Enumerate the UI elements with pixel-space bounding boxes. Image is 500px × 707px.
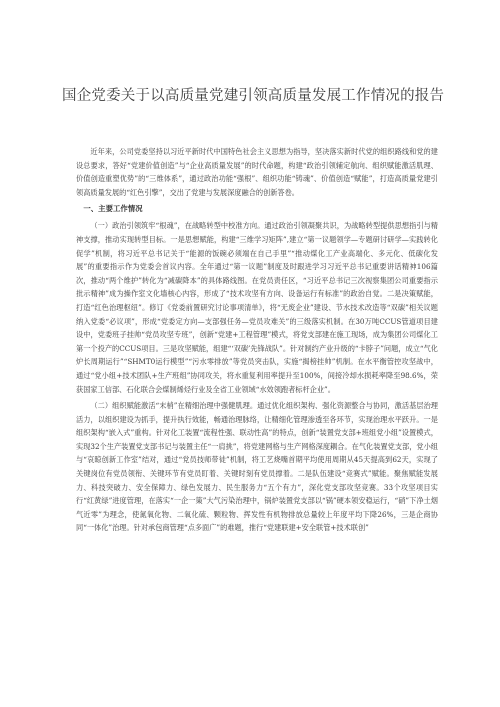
document-body bbox=[76, 145, 438, 538]
document-title: 国企党委关于以高质量党建引领高质量发展工作情况的报告 bbox=[62, 87, 445, 104]
body-paragraph: （二）组织赋能激活“末梢”在精细治理中强健肌理。通过优化组织架构、强化资源整合与协同，激活基层治理活力，以组织建设为抓手，提升执行效能，畅通治理脉络，让精细化管理渗透至各环节，实现治理水平跃升。一是组织架构“嵌入式”重构。针对化工装置“流程性强、联动性高”的特点，创新“装置党支部+班组党小组”设置模式，实现32个生产装置党支部书记与装置主任“一肩挑”，将党建网格与生产网格深度耦合。在气化装置党支部，党小组与“哀晾创新工作室”结对，通过“党员技师带徒”机制，将工艺烧嘴首期平均使用周期从45天提高到62天，实现了关键岗位有党员领衔、关键环节有党员盯着、关键时刻有党员撑着。二是队伍建设“竞赛式”赋能。聚焦赋能发展力、科技突破力、安全保障力、绿色发展力、民生服务力“五个有力”，深化党支部攻坚竞赛。33个攻坚项目实行“红黄绿”进度管理，在落实“一企一策”大气污染治理中，锅炉装置党支部以“锅”硬本领安稳运行，“硝”下净土烟气近零”为理念，使氮氧化物、二氧化硫、颗粒物、挥发性有机物排放总量较上年度平均下降26%，三是企商协同“一体化”治理。针对承包商管理“点多面广”的难题，推行“党建联建+安全联管+技术联创” bbox=[76, 401, 438, 533]
intro-paragraph: 近年来，公司党委坚持以习近平新时代中国特色社会主义思想为指导，坚决落实新时代党的组织路线和党的建设总要求，答好“党建价值创造”与“企业高质量发展”的时代命题，构建“政治引领辅定航向、组织赋能激活肌理、价值创造重塑优势”的“三维体系”，通过政治功能“强根”、组织功能“铸魂”、价值创造“赋能”，打造高质量党建引领高质量发展的“红色引擎”，交出了党建与发展深度融合的创新答卷。 bbox=[76, 147, 438, 197]
section-heading: 一、主要工作情况 bbox=[83, 204, 143, 214]
body-paragraph: （一）政治引领筑牢“根魂”，在战略转型中校准方向。通过政治引领凝聚共识，为战略转型提供思想指引与精神支撑，推动实现转型目标。一是思想赋能，构建“三维学习矩阵”,建立“第一议题领学—专题研讨研学—实践转化促学”机制，将习近平总书记关于“能源的饭碗必须端在自己手里”“推动煤化工产业高端化、多元化、低碳化发展”的重要指示作为党委会首议内容。全年通过“第一议题”制度及时跟进学习习近平总书记重要讲话精神106篇次，推动“两个维护”转化为“减碳降本”的具体路线图。在党员责任区，“习近平总书记三次视察集团公司重要指示批示精神”成为操作室文化墙核心内容，形成了“技术攻坚有方向、设备运行有标准”的政治自觉。二是决策赋能，打造“红色治理枢纽”。修订《党委前置研究讨论事项清单》，将“无废企业”建设、节水技术改造等“双碳”相关议题纳入党委“必议项”，形成“党委定方向—支部强任务—党员攻难关”的三级落实机制。在30万吨CCUS管道项目建设中，党委班子挂帅“党员攻坚专班”，创新“党建+工程管理”模式，将党支部建在施工现场，成为集团公司煤化工第一个投产的CCUS项目。三是攻坚赋能，组建“‘双碳’先锋战队”。针对制约产业升级的“卡脖子”问题，成立“气化炉长周期运行”“SHMT0运行模型”“污水零排放”等党员突击队，实施“揭榜挂帅”机制。在水平衡管控攻坚战中，通过“党小组+技术团队+生产班组”协同攻关，将水重复利用率提升至100%，间接冷却水损耗率降至98.6%，荣获国家工信部、石化联合会煤制烯烃行业及全省工业领域“水效领跑者标杆企业”。 bbox=[76, 221, 438, 394]
